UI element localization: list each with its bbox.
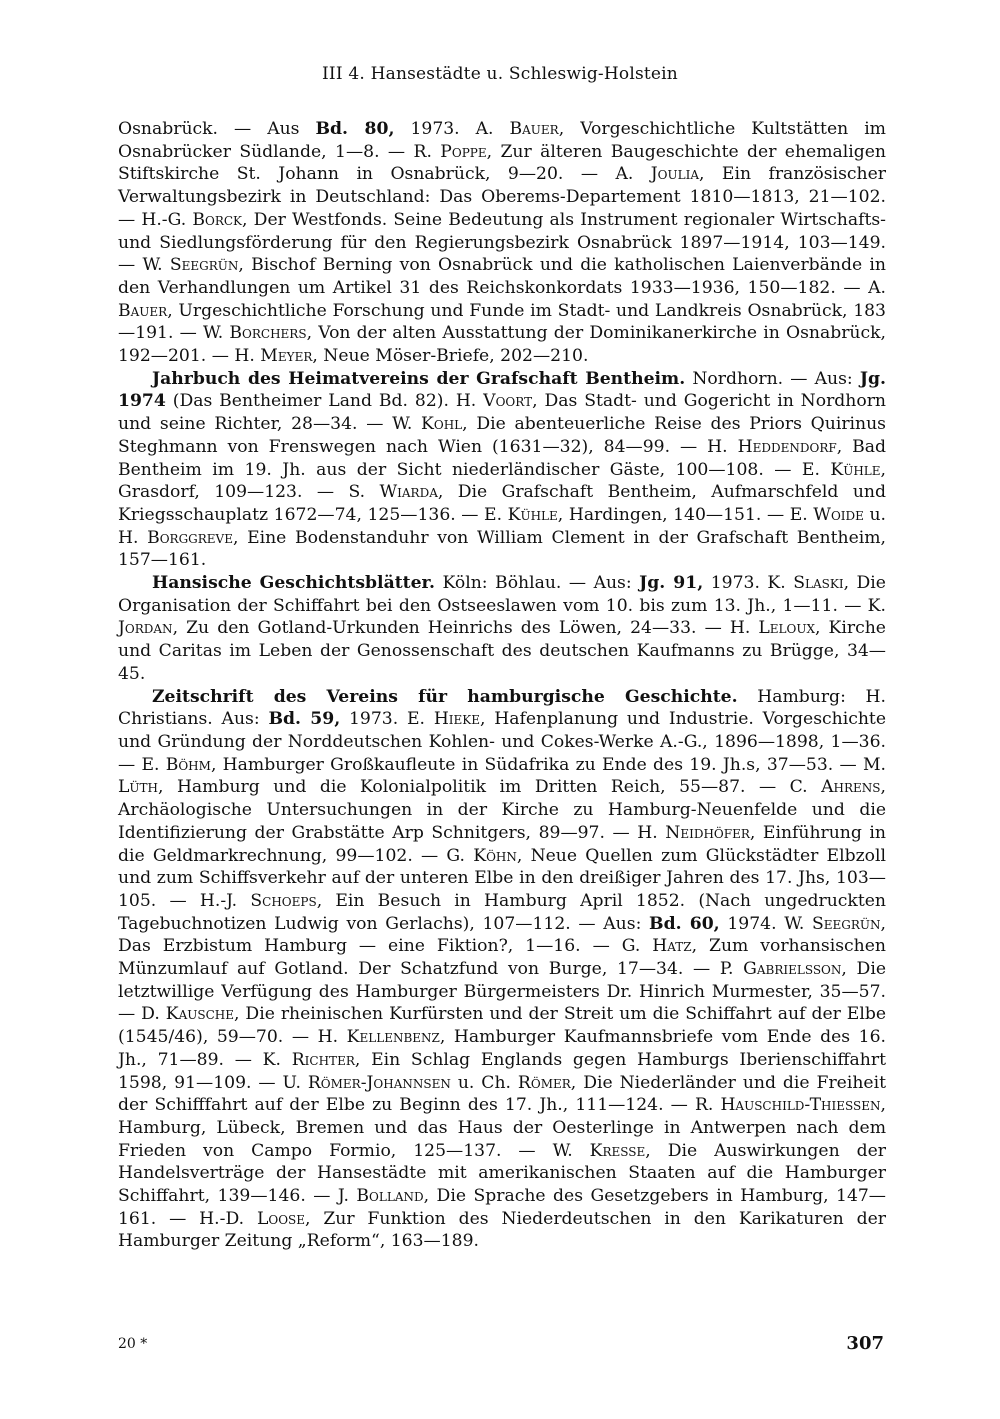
author-name: Ahrens (821, 777, 881, 798)
text-run: , Hardingen, 140—151. — E. (557, 504, 814, 525)
author-name: Neidhöfer (665, 822, 750, 843)
bold-text: Hansische Geschichtsblätter. (152, 573, 435, 594)
text-run: , Zur älteren Baugeschichte der ehemaligen Stiftskirche St. Johann in Osnabrück, 9—20. — A. (118, 141, 887, 185)
text-run: , Zum vorhansischen Münzumlauf auf Gotland. Der Schatzfund von Burge, 17—34. — P. (118, 936, 886, 980)
author-name: Joulia (650, 164, 699, 185)
text-run: Osnabrück. — Aus (118, 119, 316, 139)
author-name: Slaski (793, 573, 844, 594)
author-name: Kresse (589, 1140, 646, 1161)
text-run: u. H. (118, 504, 887, 548)
text-run: , Bischof Berning von Osnabrück und die katholischen Laienverbände in den Verhandlungen um Artikel 31 des Reichskonkordats 1933—1936, 150—182. — A. (118, 255, 886, 298)
author-name: Kausche (165, 1004, 234, 1025)
author-name: Hatz (652, 936, 692, 957)
text-run: , Bad Bentheim im 19. Jh. aus der Sicht niederländischer Gäste, 100—108. — E. (118, 436, 886, 480)
text-run: , Der Westfonds. Seine Bedeutung als Instrument regionaler Wirtschafts- und Siedlungsförderung für den Regierungsbezirk Osnabrück 1897—1914, 103—149. — W. (118, 209, 886, 276)
text-run: 1973. K. (703, 573, 794, 594)
author-name: Bauer (509, 119, 559, 139)
author-name: Seegrün (812, 913, 881, 934)
text-run: , Hafenplanung und Industrie. Vorgeschichte und Gründung der Norddeutschen Kohlen- und Cokes-Werke A.-G., 1896—1898, 1—36. — E. (118, 709, 886, 775)
text-run: , Urgeschichtliche Forschung und Funde im Stadt- und Landkreis Osnabrück, 183—191. — W. (118, 300, 886, 344)
author-name: Jordan (118, 618, 173, 639)
text-run: 1974. W. (719, 913, 813, 934)
author-name: Richter (291, 1049, 355, 1070)
text-run: , Die Niederländer und die Freiheit der Schifffahrt auf der Elbe zu Beginn des 17. Jh., 111—124. — R. (118, 1072, 886, 1116)
text-run: (Das Bentheimer Land Bd. 82). H. (165, 391, 484, 412)
bibliography-entry (118, 368, 886, 572)
text-run: , Eine Bodenstanduhr von William Clement in der Grafschaft Bentheim, 157—161. (118, 527, 886, 571)
author-name: Hauschild-Thiessen (720, 1095, 881, 1116)
text-run: , Zu den Gotland-Urkunden Heinrichs des Löwen, 24—33. — H. (172, 618, 759, 639)
text-run: , Die Organisation der Schiffahrt bei den Ostseeslawen vom 10. bis zum 13. Jh., 1—11. — K. (118, 573, 886, 616)
bibliography-entry (118, 118, 886, 368)
text-run: Nordhorn. — Aus: (685, 368, 860, 389)
text-run: , Hamburger Kaufmannsbriefe vom Ende des 16. Jh., 71—89. — K. (118, 1027, 886, 1070)
text-run: , Ein Schlag Englands gegen Hamburgs Iberienschiffahrt 1598, 91—109. — U. (118, 1049, 886, 1093)
text-run: u. Ch. (450, 1072, 518, 1093)
bold-text: Jg. 1974 (118, 368, 886, 412)
text-run: , Ein französischer Verwaltungsbezirk in Deutschland: Das Oberems-Departement 1810—1813, 21—102. — H.-G. (118, 164, 886, 230)
text-run: , Kirche und Caritas im Leben der Genossenschaft des deutschen Kaufmanns zu Brügge, 34—45. (118, 618, 886, 684)
text-run: , Die Auswirkungen der Handelsverträge der Hansestädte mit amerikanischen Staaten auf die Hamburger Schiffahrt, 139—146. — J. (118, 1140, 886, 1207)
text-run: , Die abenteuerliche Reise des Priors Quirinus Steghmann von Frenswegen nach Wien (1631—32), 84—99. — H. (118, 414, 886, 457)
text-run: , Die letztwillige Verfügung des Hamburger Bürgermeisters Dr. Hinrich Murmester, 35—57. — D. (118, 959, 886, 1025)
text-run: Köln: Böhlau. — Aus: (434, 573, 640, 594)
text-run: , Die Sprache des Gesetzgebers in Hamburg, 147—161. — H.-D. (118, 1186, 886, 1229)
bibliography-entry (118, 572, 886, 686)
signature-mark: 20 * (118, 1336, 148, 1352)
text-run: , Hamburg, Lübeck, Bremen und das Haus der Oesterlinge in Antwerpen nach dem Frieden von Campo Formio, 125—137. — W. (118, 1095, 886, 1161)
author-name: Borchers (229, 323, 307, 344)
text-run: , Einführung in die Geldmarkrechnung, 99—102. — G. (118, 822, 886, 866)
author-name: Böhm (165, 754, 211, 775)
author-name: Kellenbenz (346, 1027, 440, 1048)
bold-text: Jg. 91, (639, 573, 704, 594)
author-name: Heddendorf (737, 436, 837, 457)
author-name: Leloux (758, 618, 816, 639)
author-name: Kühle (507, 504, 558, 525)
author-name: Bolland (356, 1186, 424, 1207)
text-run: , Zur Funktion des Niederdeutschen in den Karikaturen der Hamburger Zeitung „Reform“, 163—189. (118, 1208, 886, 1252)
bold-text: Bd. 59, (268, 709, 341, 730)
author-name: Lüth (118, 777, 158, 798)
text-run: , Ein Besuch in Hamburg April 1852. (Nach ungedruckten Tagebuchnotizen Ludwig von Gerlachs), 107—112. — Aus: (118, 890, 886, 934)
page-number: 307 (846, 1333, 884, 1354)
text-run: , Von der alten Ausstattung der Dominikanerkirche in Osnabrück, 192—201. — H. (118, 323, 886, 367)
text-run: , Das Stadt- und Gogericht in Nordhorn und seine Richter, 28—34. — W. (118, 391, 886, 435)
author-name: Kühle (830, 459, 881, 480)
author-name: Kohl (421, 414, 463, 435)
author-name: Schoeps (250, 890, 317, 911)
author-name: Borck (192, 209, 243, 230)
bibliography-entry (118, 686, 886, 1254)
author-name: Seegrün (169, 255, 239, 276)
author-name: Gabrielsson (743, 959, 842, 980)
author-name: Meyer (260, 346, 313, 367)
running-head: III 4. Hansestädte u. Schleswig-Holstein (322, 64, 678, 84)
author-name: Römer (517, 1072, 571, 1093)
author-name: Voort (483, 391, 533, 412)
author-name: Bauer (118, 300, 168, 321)
bibliography-text (118, 118, 886, 1253)
text-run: , Die rheinischen Kurfürsten und der Streit um die Schiffahrt auf der Elbe (1545/46), 59—70. — H. (118, 1004, 887, 1048)
text-run: 1973. A. (394, 119, 510, 139)
text-run: , Hamburg und die Kolonialpolitik im Dritten Reich, 55—87. — C. (158, 777, 822, 798)
bold-text: Jahrbuch des Heimatvereins der Grafschaft Bentheim. (152, 368, 686, 389)
author-name: Köhn (473, 845, 517, 866)
text-run: , Vorgeschichtliche Kultstätten im Osnabrücker Südlande, 1—8. — R. (118, 119, 886, 162)
text-run: , Die Grafschaft Bentheim, Aufmarschfeld und Kriegsschauplatz 1672—74, 125—136. — E. (118, 482, 886, 525)
text-run: , Das Erzbistum Hamburg — eine Fiktion?, 1—16. — G. (118, 913, 887, 957)
bold-text: Zeitschrift des Vereins für hamburgische Geschichte. (152, 686, 738, 707)
author-name: Hieke (433, 709, 481, 730)
author-name: Woide (813, 504, 864, 525)
author-name: Poppe (440, 141, 487, 162)
text-run: , Neue Möser-Briefe, 202—210. (312, 346, 589, 367)
author-name: Loose (256, 1208, 306, 1229)
text-run: , Neue Quellen zum Glückstädter Elbzoll und zum Schiffsverkehr auf der unteren Elbe in den dreißiger Jahren des 17. Jhs, 103—105. — H.-J. (118, 845, 886, 911)
author-name: Borggreve (147, 527, 233, 548)
text-run: 1973. E. (340, 709, 434, 730)
author-name: Römer-Johannsen (307, 1072, 451, 1093)
author-name: Wiarda (379, 482, 438, 503)
text-run: Hamburg: H. Christians. Aus: (118, 686, 886, 730)
text-run: , Grasdorf, 109—123. — S. (118, 459, 886, 503)
bold-text: Bd. 80, (315, 119, 395, 139)
text-run: , Hamburger Großkaufleute in Südafrika zu Ende des 19. Jh.s, 37—53. — M. (210, 754, 887, 775)
text-run: , Archäologische Untersuchungen in der Kirche zu Hamburg-Neuenfelde und die Identifizierung der Grabstätte Arp Schnitgers, 89—97. — H. (118, 777, 886, 843)
bold-text: Bd. 60, (649, 913, 720, 934)
